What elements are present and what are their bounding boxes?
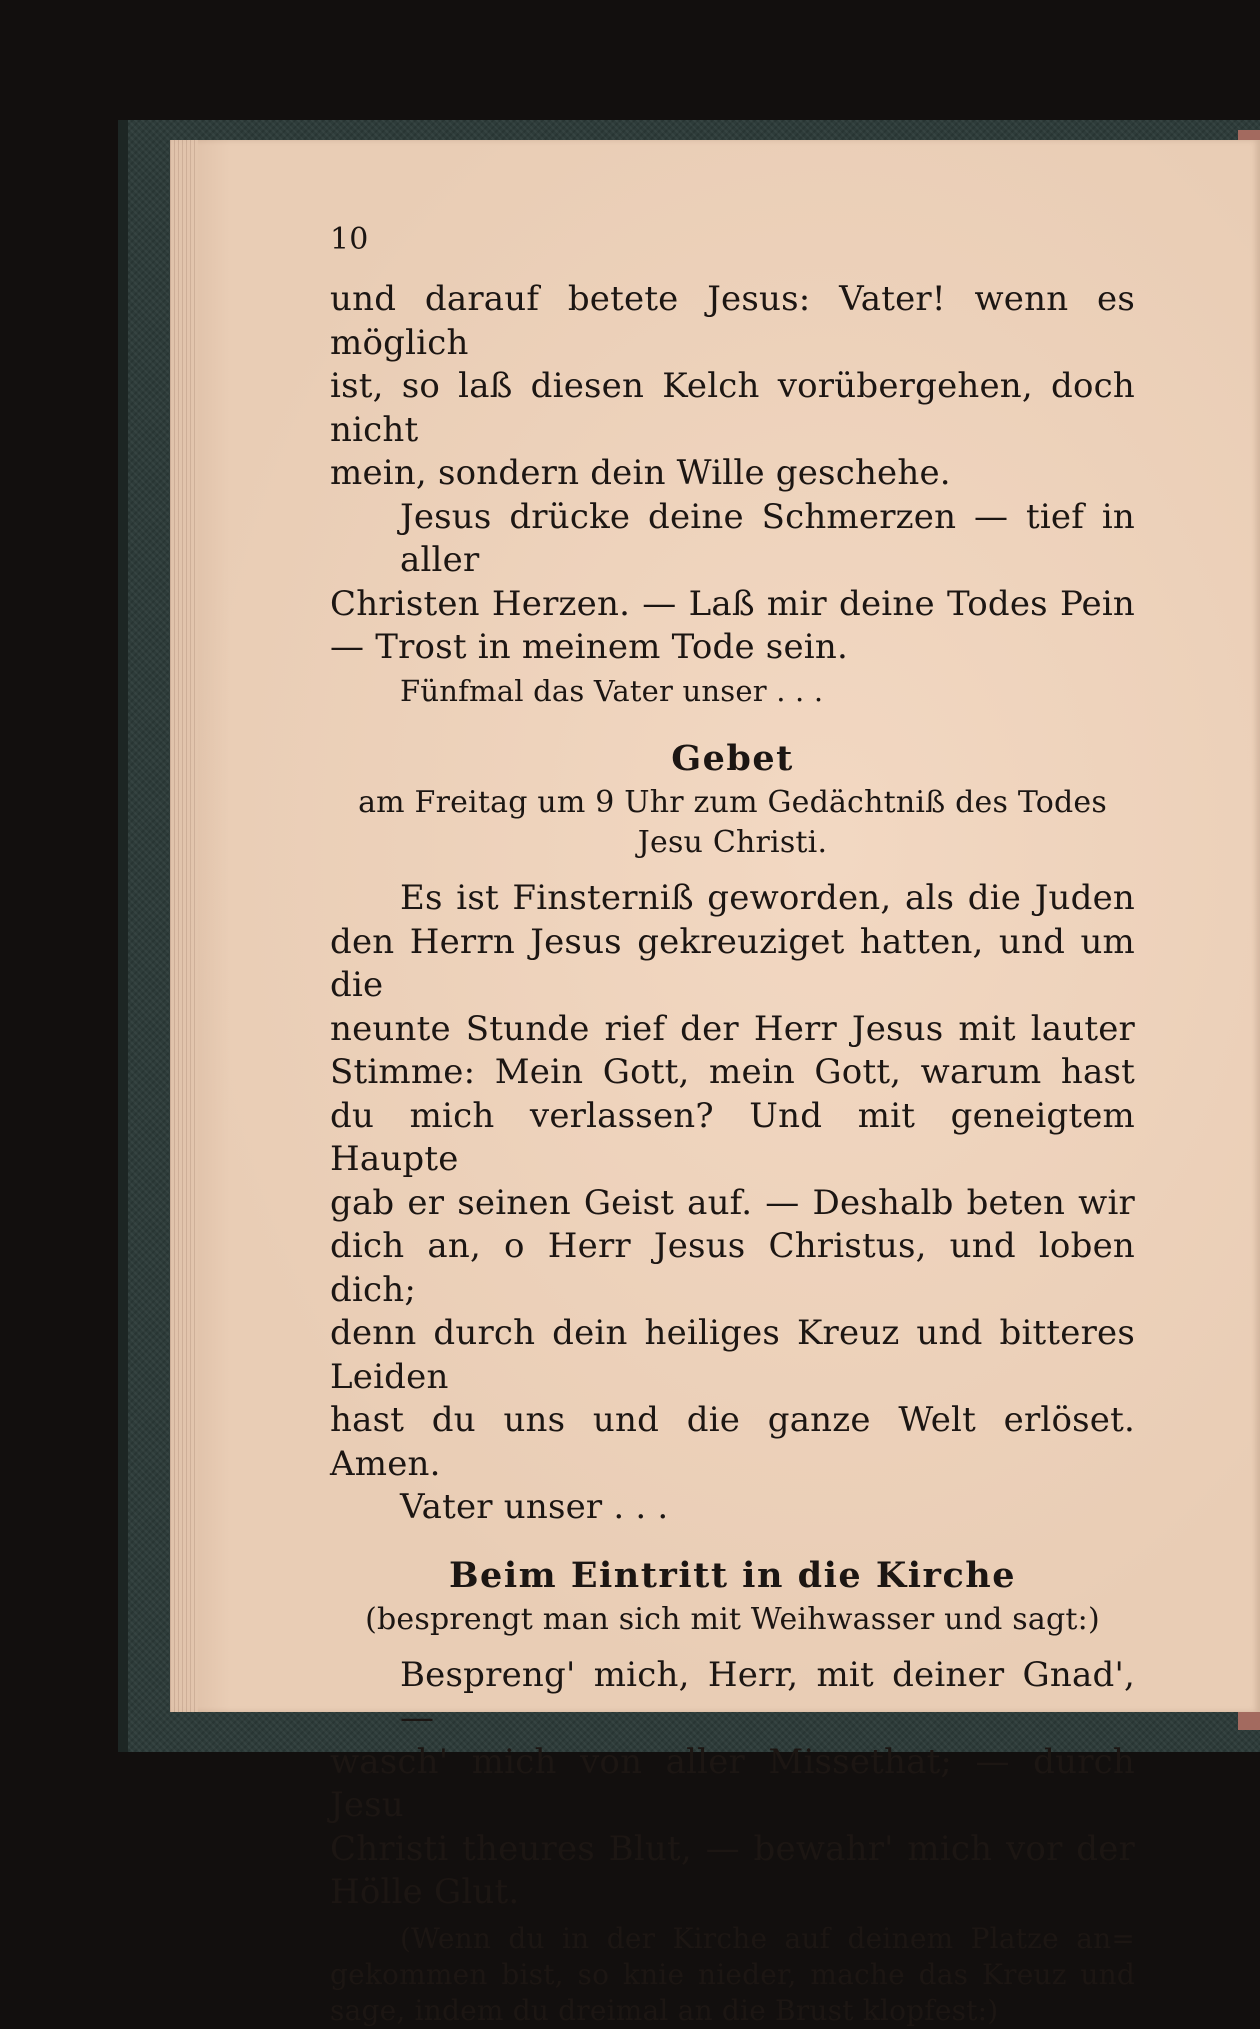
text-line: Christen Herzen. — Laß mir deine Todes Pein xyxy=(330,583,1135,624)
text-line: den Herrn Jesus gekreuziget hatten, und um die xyxy=(330,921,1135,1005)
text-line: mein, sondern dein Wille geschehe. xyxy=(330,453,951,493)
text-line: gab er seinen Geist auf. — Deshalb beten wir xyxy=(330,1182,1135,1223)
text-line: Hölle Glut. xyxy=(330,1872,520,1912)
text-line: ist, so laß diesen Kelch vorübergehen, doch nicht xyxy=(330,366,1135,450)
text-line: Stimme: Mein Gott, mein Gott, warum hast xyxy=(330,1052,1135,1092)
church-title: Beim Eintritt in die Kirche xyxy=(448,1554,1017,1596)
cover-edge xyxy=(118,120,128,1752)
text-line: Christi theures Blut, — bewahr' mich vor der xyxy=(330,1828,1135,1869)
section-prayer xyxy=(330,735,1135,1530)
closing-line: Vater unser . . . xyxy=(400,1487,669,1527)
text-line: — Trost in meinem Tode sein. xyxy=(330,627,848,667)
text-line: hast du uns und die ganze Welt erlöset. Amen. xyxy=(330,1400,1135,1484)
text-line: dich an, o Herr Jesus Christus, und loben dich; xyxy=(330,1226,1135,1310)
text-line: und darauf betete Jesus: Vater! wenn es möglich xyxy=(330,279,1135,363)
note-line: gekommen bist, so knie nieder, mache das Kreuz und xyxy=(330,1957,1135,1991)
text-line: wasch' mich von aller Missethat; — durch Jesu xyxy=(330,1741,1135,1825)
text-line: Jesus drücke deine Schmerzen — tief in aller xyxy=(400,496,1135,580)
page-number: 10 xyxy=(330,222,369,257)
text-line: denn durch dein heiliges Kreuz und bitteres Leiden xyxy=(330,1313,1135,1397)
text-line: neunte Stunde rief der Herr Jesus mit lauter xyxy=(330,1008,1135,1049)
prayer-subtitle-line: Jesu Christi. xyxy=(637,825,828,860)
note-line: (Wenn du in der Kirche auf deinem Platze an= xyxy=(400,1921,1135,1955)
text-line: du mich verlassen? Und mit geneigtem Haupte xyxy=(330,1095,1135,1179)
section-church xyxy=(330,1552,1135,2029)
text-line: Es ist Finsterniß geworden, als die Juden xyxy=(400,878,1135,918)
closing-line: Fünfmal das Vater unser . . . xyxy=(400,673,824,708)
section-intro xyxy=(330,278,1135,713)
note-line: sage, indem du dreimal an die Brust klopfest:) xyxy=(330,1993,999,2027)
page-text xyxy=(330,218,1135,2029)
page-stack-edges xyxy=(170,140,198,1712)
text-line: Bespreng' mich, Herr, mit deiner Gnad', — xyxy=(400,1654,1135,1738)
prayer-subtitle-line: am Freitag um 9 Uhr zum Gedächtniß des Todes xyxy=(358,785,1107,820)
prayer-title: Gebet xyxy=(671,738,794,779)
church-subtitle: (besprengt man sich mit Weihwasser und sagt:) xyxy=(365,1601,1100,1637)
